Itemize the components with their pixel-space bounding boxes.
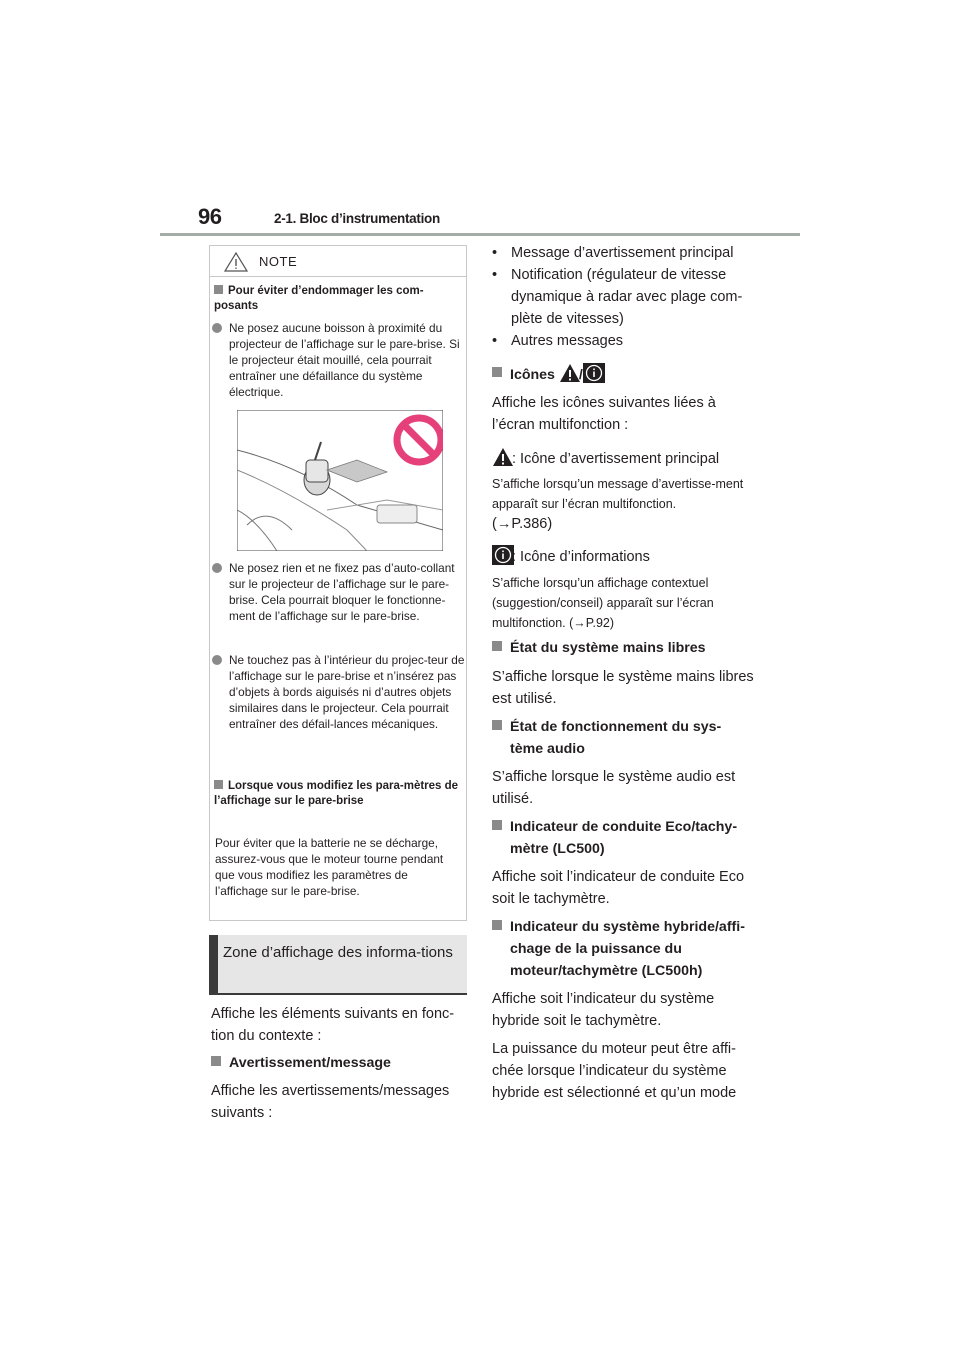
section-title: Zone d’affichage des informa-tions — [223, 944, 453, 961]
section-rule — [209, 993, 467, 995]
warning-icon — [492, 447, 512, 467]
bullet-icon — [212, 563, 222, 573]
info-icon-label: : Icône d’informations — [492, 545, 754, 568]
page-header — [160, 204, 800, 238]
square-bullet-icon — [492, 920, 502, 930]
section-header — [209, 935, 467, 995]
note-body: Pour éviter que la batterie ne se décharge, assurez-vous que le moteur tourne pendant que vous modifiez les paramètres de l’affichage sur le pare-brise. — [215, 836, 444, 898]
warning-triangle-icon — [224, 252, 248, 272]
square-bullet-icon — [214, 780, 223, 789]
handsfree-paragraph: S’affiche lorsque le système mains libres est utilisé. — [492, 669, 754, 707]
info-icon — [583, 363, 603, 383]
square-bullet-icon — [492, 820, 502, 830]
page-reference-link[interactable]: (→P.386) — [492, 516, 553, 532]
intro-paragraph: Affiche les éléments suivants en fonc-tion du contexte : — [211, 1006, 455, 1044]
page-number: 96 — [198, 204, 222, 229]
warning-icon-label: : Icône d’avertissement principal — [492, 447, 754, 470]
square-bullet-icon — [492, 367, 502, 377]
warning-icon — [559, 363, 579, 383]
heading-icons: Icônes / — [492, 363, 762, 385]
note-subtitle: Lorsque vous modifiez les para-mètres de l’affichage sur le pare-brise — [214, 780, 459, 807]
eco-paragraph: Affiche soit l’indicateur de conduite Eco soit le tachymètre. — [492, 869, 745, 907]
audio-paragraph: S’affiche lorsque le système audio est utilisé. — [492, 769, 736, 807]
note-box: NOTE Pour éviter d’endommager les com-posants Ne posez aucune boisson à proximité du projecteur de l’affichage sur le pare-brise. Si le projecteur était mouillé, cela pourrait entraîner une défaillance du système électrique. Ne posez rien et ne fixez pas d’auto-collant sur le projecteur de l’affichage sur le pare-brise. Cela pourrait bloquer le fonctionne-ment de l’affichage sur le pare-brise. Ne touchez pas à l’intérieur du projec-teur de l’affichage sur le pare-brise et n’insérez pas d’objets à bords aiguisés ni d’autres objets similaires dans le projecteur. Cela pourrait entraîner des défail-lances mécaniques. Lorsque vous modifiez les para-mètres de l’affichage sur le pare-brise Pour éviter que la batterie ne se décharge, assurez-vous que le moteur tourne pendant que vous modifiez les paramètres de l’affichage sur le pare-brise. — [209, 245, 467, 921]
warning-icon-description: S’affiche lorsqu’un message d’avertisse-ment apparaît sur l’écran multifonction. — [492, 477, 744, 511]
square-bullet-icon — [492, 720, 502, 730]
hybrid-paragraph: Affiche soit l’indicateur du système hybride soit le tachymètre. — [492, 991, 715, 1029]
heading-audio: État de fonctionnement du sys-tème audio — [492, 716, 754, 738]
header-rule — [160, 233, 800, 236]
square-bullet-icon — [211, 1056, 221, 1066]
square-bullet-icon — [214, 285, 223, 294]
heading-warning: Avertissement/message — [211, 1052, 467, 1074]
note-header — [210, 246, 466, 277]
chapter-title: 2-1. Bloc d’instrumentation — [274, 211, 440, 226]
heading-hybrid: Indicateur du système hybride/affi-chage de la puissance du moteur/tachymètre (LC500h) — [492, 916, 754, 938]
info-icon-description: S’affiche lorsqu’un affichage contextuel (suggestion/conseil) apparaît sur l’écran multifonction. (→P.92) — [492, 576, 714, 630]
square-bullet-icon — [492, 641, 502, 651]
warning-paragraph: Affiche les avertissements/messages suivants : — [211, 1083, 450, 1121]
projector-illustration — [237, 410, 443, 551]
heading-eco: Indicateur de conduite Eco/tachy-mètre (LC500) — [492, 816, 754, 838]
info-icon — [492, 545, 512, 565]
bullet-icon — [212, 655, 222, 665]
icons-paragraph: Affiche les icônes suivantes liées à l’écran multifonction : — [492, 395, 716, 433]
note-label: NOTE — [259, 254, 298, 269]
power-paragraph: La puissance du moteur peut être affi-chée lorsque l’indicateur du système hybride est sélectionné et qu’un mode — [492, 1041, 737, 1101]
note-subtitle: Pour éviter d’endommager les com-posants — [214, 285, 424, 312]
bullet-icon — [212, 323, 222, 333]
section-accent-bar — [209, 935, 218, 995]
heading-handsfree: État du système mains libres — [492, 637, 754, 659]
